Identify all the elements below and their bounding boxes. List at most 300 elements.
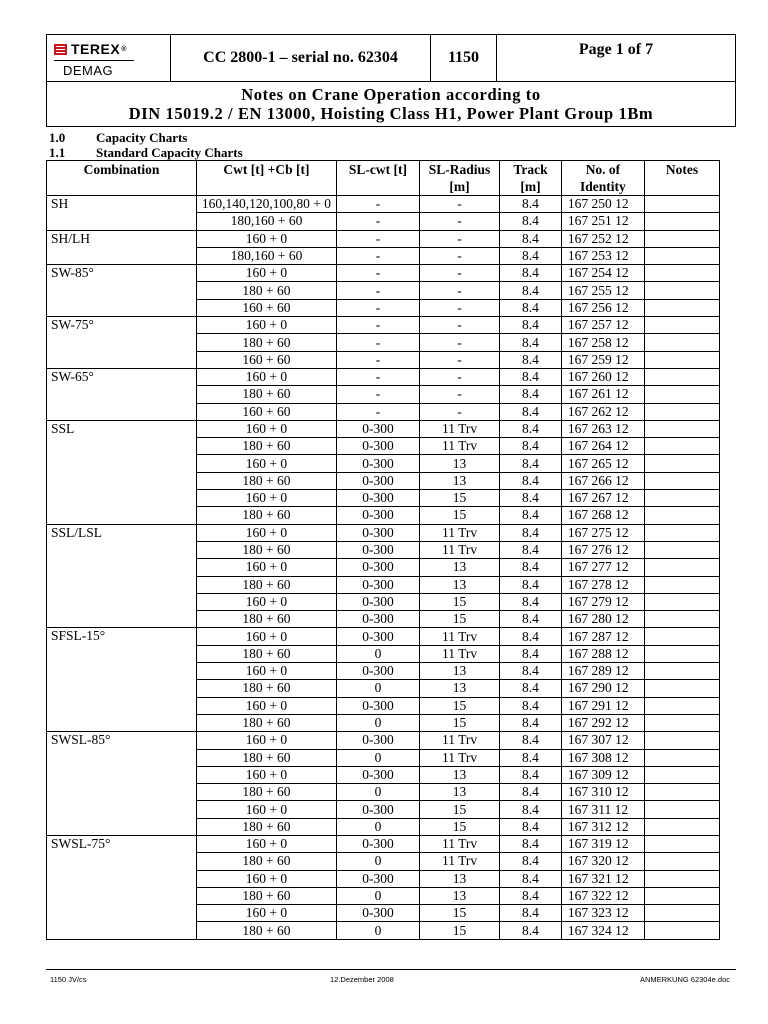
- cwt-cell: 160 + 60: [196, 351, 336, 368]
- sl-radius-cell: 15: [420, 714, 500, 731]
- track-cell: 8.4: [500, 870, 562, 887]
- identity-cell: 167 263 12: [561, 420, 644, 437]
- identity-cell: 167 291 12: [561, 697, 644, 714]
- track-cell: 8.4: [500, 663, 562, 680]
- identity-cell: 167 311 12: [561, 801, 644, 818]
- cwt-cell: 180 + 60: [196, 922, 336, 939]
- notes-cell: [644, 524, 719, 541]
- section-heading: [49, 130, 187, 146]
- sl-cwt-cell: 0-300: [336, 663, 419, 680]
- cwt-cell: 180 + 60: [196, 784, 336, 801]
- cwt-cell: 160 + 0: [196, 870, 336, 887]
- sl-radius-cell: -: [420, 299, 500, 316]
- logo-sub: DEMAG: [63, 63, 114, 78]
- track-cell: 8.4: [500, 905, 562, 922]
- track-cell: 8.4: [500, 213, 562, 230]
- track-cell: 8.4: [500, 247, 562, 264]
- sl-cwt-cell: 0-300: [336, 490, 419, 507]
- notes-cell: [644, 420, 719, 437]
- notes-cell: [644, 472, 719, 489]
- identity-cell: 167 289 12: [561, 663, 644, 680]
- combination-cell: SW-65°: [47, 368, 197, 420]
- identity-cell: 167 262 12: [561, 403, 644, 420]
- track-cell: 8.4: [500, 593, 562, 610]
- track-cell: 8.4: [500, 420, 562, 437]
- sl-cwt-cell: 0: [336, 749, 419, 766]
- sl-radius-cell: -: [420, 213, 500, 230]
- notes-cell: [644, 766, 719, 783]
- sl-cwt-cell: 0-300: [336, 593, 419, 610]
- sl-radius-cell: 11 Trv: [420, 524, 500, 541]
- track-cell: 8.4: [500, 472, 562, 489]
- cwt-cell: 160 + 0: [196, 697, 336, 714]
- notes-cell: [644, 749, 719, 766]
- cwt-cell: 180 + 60: [196, 680, 336, 697]
- track-cell: 8.4: [500, 334, 562, 351]
- table-row: [47, 524, 720, 541]
- notes-cell: [644, 887, 719, 904]
- sl-radius-cell: 15: [420, 490, 500, 507]
- sl-cwt-cell: -: [336, 403, 419, 420]
- cwt-cell: 180 + 60: [196, 282, 336, 299]
- track-cell: 8.4: [500, 766, 562, 783]
- track-cell: 8.4: [500, 403, 562, 420]
- section-title: Capacity Charts: [96, 130, 188, 145]
- notes-cell: [644, 490, 719, 507]
- sl-cwt-cell: 0-300: [336, 472, 419, 489]
- identity-cell: 167 259 12: [561, 351, 644, 368]
- track-cell: 8.4: [500, 386, 562, 403]
- table-row: [47, 732, 720, 749]
- page-indicator: Page 1 of 7: [578, 41, 654, 58]
- sl-radius-cell: 13: [420, 870, 500, 887]
- header-combination: Combination: [47, 161, 197, 196]
- sl-cwt-cell: -: [336, 334, 419, 351]
- cwt-cell: 160 + 0: [196, 420, 336, 437]
- notes-cell: [644, 818, 719, 835]
- header-top-row: [47, 35, 735, 82]
- sl-radius-cell: 11 Trv: [420, 541, 500, 558]
- notes-cell: [644, 334, 719, 351]
- sl-cwt-cell: -: [336, 213, 419, 230]
- identity-cell: 167 308 12: [561, 749, 644, 766]
- identity-cell: 167 279 12: [561, 593, 644, 610]
- company-logo: [47, 35, 171, 81]
- cwt-cell: 160 + 0: [196, 559, 336, 576]
- notes-cell: [644, 368, 719, 385]
- notes-cell: [644, 403, 719, 420]
- sl-radius-cell: -: [420, 282, 500, 299]
- sl-radius-cell: 11 Trv: [420, 749, 500, 766]
- identity-cell: 167 258 12: [561, 334, 644, 351]
- cwt-cell: 160 + 0: [196, 455, 336, 472]
- notes-cell: [644, 317, 719, 334]
- header-identity-label-2: Identity: [580, 179, 626, 194]
- sl-radius-cell: 15: [420, 818, 500, 835]
- header-identity: [561, 161, 644, 196]
- combination-cell: SW-85°: [47, 265, 197, 317]
- identity-cell: 167 257 12: [561, 317, 644, 334]
- notes-cell: [644, 213, 719, 230]
- notes-cell: [644, 438, 719, 455]
- logo-divider: [54, 60, 134, 61]
- notes-cell: [644, 645, 719, 662]
- identity-cell: 167 310 12: [561, 784, 644, 801]
- notes-cell: [644, 386, 719, 403]
- cwt-cell: 180,160 + 60: [196, 213, 336, 230]
- notes-cell: [644, 196, 719, 213]
- cwt-cell: 180 + 60: [196, 749, 336, 766]
- notes-cell: [644, 870, 719, 887]
- notes-cell: [644, 611, 719, 628]
- sl-radius-cell: -: [420, 351, 500, 368]
- track-cell: 8.4: [500, 732, 562, 749]
- table-body: [47, 196, 720, 940]
- header-sl-radius-unit: [m]: [449, 179, 470, 194]
- track-cell: 8.4: [500, 680, 562, 697]
- document-title: [47, 82, 735, 126]
- sl-cwt-cell: -: [336, 282, 419, 299]
- header-sl-radius: [420, 161, 500, 196]
- sl-radius-cell: -: [420, 265, 500, 282]
- table-header-row: [47, 161, 720, 196]
- cwt-cell: 180 + 60: [196, 541, 336, 558]
- identity-cell: 167 278 12: [561, 576, 644, 593]
- document-header: [46, 34, 736, 127]
- cwt-cell: 180 + 60: [196, 611, 336, 628]
- sl-cwt-cell: 0-300: [336, 455, 419, 472]
- header-track-unit: [m]: [520, 179, 541, 194]
- table-row: [47, 265, 720, 282]
- sl-cwt-cell: 0-300: [336, 438, 419, 455]
- sl-radius-cell: 13: [420, 559, 500, 576]
- notes-cell: [644, 282, 719, 299]
- track-cell: 8.4: [500, 490, 562, 507]
- table-row: [47, 317, 720, 334]
- sl-cwt-cell: -: [336, 230, 419, 247]
- sl-cwt-cell: 0-300: [336, 559, 419, 576]
- sl-radius-cell: 13: [420, 472, 500, 489]
- cwt-cell: 180 + 60: [196, 853, 336, 870]
- notes-cell: [644, 628, 719, 645]
- cwt-cell: 160 + 0: [196, 230, 336, 247]
- cwt-cell: 180 + 60: [196, 887, 336, 904]
- identity-cell: 167 321 12: [561, 870, 644, 887]
- sl-radius-cell: 11 Trv: [420, 853, 500, 870]
- section-number: 1.0: [49, 130, 66, 145]
- sl-cwt-cell: 0-300: [336, 611, 419, 628]
- title-line-1: Notes on Crane Operation according to: [241, 85, 541, 104]
- track-cell: 8.4: [500, 784, 562, 801]
- table-row: [47, 628, 720, 645]
- notes-cell: [644, 714, 719, 731]
- identity-cell: 167 322 12: [561, 887, 644, 904]
- sl-radius-cell: -: [420, 247, 500, 264]
- cwt-cell: 160 + 0: [196, 663, 336, 680]
- table-row: [47, 230, 720, 247]
- notes-cell: [644, 351, 719, 368]
- identity-cell: 167 253 12: [561, 247, 644, 264]
- sl-cwt-cell: 0-300: [336, 905, 419, 922]
- sl-radius-cell: -: [420, 403, 500, 420]
- track-cell: 8.4: [500, 628, 562, 645]
- terex-logo: [54, 41, 127, 57]
- footer-divider: [46, 969, 736, 970]
- footer-date: 12.Dezember 2008: [330, 975, 394, 984]
- sl-radius-cell: -: [420, 386, 500, 403]
- sl-cwt-cell: 0-300: [336, 801, 419, 818]
- track-cell: 8.4: [500, 576, 562, 593]
- identity-cell: 167 288 12: [561, 645, 644, 662]
- track-cell: 8.4: [500, 887, 562, 904]
- section-title: Standard Capacity Charts: [96, 145, 243, 160]
- sl-radius-cell: 11 Trv: [420, 645, 500, 662]
- sl-cwt-cell: 0-300: [336, 732, 419, 749]
- identity-cell: 167 323 12: [561, 905, 644, 922]
- title-line-2: DIN 15019.2 / EN 13000, Hoisting Class H1, Power Plant Group 1Bm: [128, 104, 654, 123]
- combination-cell: SWSL-75°: [47, 835, 197, 939]
- identity-cell: 167 292 12: [561, 714, 644, 731]
- notes-cell: [644, 559, 719, 576]
- cwt-cell: 160 + 0: [196, 317, 336, 334]
- identity-cell: 167 276 12: [561, 541, 644, 558]
- track-cell: 8.4: [500, 265, 562, 282]
- track-cell: 8.4: [500, 801, 562, 818]
- track-cell: 8.4: [500, 524, 562, 541]
- cwt-cell: 180 + 60: [196, 386, 336, 403]
- footer-left: 1150 JV/cs: [50, 975, 87, 984]
- sl-radius-cell: 11 Trv: [420, 420, 500, 437]
- table-row: [47, 196, 720, 213]
- combination-cell: SSL/LSL: [47, 524, 197, 628]
- notes-cell: [644, 801, 719, 818]
- track-cell: 8.4: [500, 317, 562, 334]
- track-cell: 8.4: [500, 818, 562, 835]
- crane-model: CC 2800-1 – serial no. 62304: [171, 35, 431, 81]
- sl-radius-cell: 13: [420, 663, 500, 680]
- notes-cell: [644, 732, 719, 749]
- table-row: [47, 420, 720, 437]
- sl-cwt-cell: 0-300: [336, 541, 419, 558]
- cwt-cell: 160 + 60: [196, 299, 336, 316]
- combination-cell: SW-75°: [47, 317, 197, 369]
- cwt-cell: 180 + 60: [196, 818, 336, 835]
- identity-cell: 167 265 12: [561, 455, 644, 472]
- notes-cell: [644, 663, 719, 680]
- sl-cwt-cell: -: [336, 386, 419, 403]
- identity-cell: 167 307 12: [561, 732, 644, 749]
- cwt-cell: 180 + 60: [196, 576, 336, 593]
- identity-cell: 167 266 12: [561, 472, 644, 489]
- sl-cwt-cell: 0-300: [336, 524, 419, 541]
- notes-cell: [644, 835, 719, 852]
- track-cell: 8.4: [500, 835, 562, 852]
- identity-cell: 167 312 12: [561, 818, 644, 835]
- sl-cwt-cell: -: [336, 265, 419, 282]
- sl-cwt-cell: 0-300: [336, 870, 419, 887]
- identity-cell: 167 252 12: [561, 230, 644, 247]
- sl-radius-cell: 13: [420, 576, 500, 593]
- sl-cwt-cell: 0-300: [336, 835, 419, 852]
- capacity-chart-table: [46, 160, 720, 940]
- track-cell: 8.4: [500, 507, 562, 524]
- sl-cwt-cell: 0-300: [336, 420, 419, 437]
- header-track: [500, 161, 562, 196]
- sl-radius-cell: 15: [420, 922, 500, 939]
- sl-cwt-cell: 0: [336, 922, 419, 939]
- cwt-cell: 160 + 0: [196, 835, 336, 852]
- notes-cell: [644, 541, 719, 558]
- cwt-cell: 180 + 60: [196, 472, 336, 489]
- terex-mark-icon: [54, 44, 67, 55]
- track-cell: 8.4: [500, 196, 562, 213]
- notes-cell: [644, 576, 719, 593]
- cwt-cell: 160 + 0: [196, 732, 336, 749]
- cwt-cell: 160 + 0: [196, 628, 336, 645]
- notes-cell: [644, 247, 719, 264]
- cwt-cell: 160 + 0: [196, 801, 336, 818]
- track-cell: 8.4: [500, 282, 562, 299]
- subsection-heading: [49, 145, 243, 161]
- sl-radius-cell: -: [420, 196, 500, 213]
- track-cell: 8.4: [500, 697, 562, 714]
- identity-cell: 167 255 12: [561, 282, 644, 299]
- sl-cwt-cell: -: [336, 299, 419, 316]
- sl-radius-cell: -: [420, 334, 500, 351]
- sl-radius-cell: -: [420, 368, 500, 385]
- sl-radius-cell: 15: [420, 801, 500, 818]
- sl-cwt-cell: 0-300: [336, 507, 419, 524]
- cwt-cell: 160 + 0: [196, 593, 336, 610]
- sl-cwt-cell: -: [336, 196, 419, 213]
- track-cell: 8.4: [500, 714, 562, 731]
- track-cell: 8.4: [500, 438, 562, 455]
- table-row: [47, 835, 720, 852]
- combination-cell: SWSL-85°: [47, 732, 197, 836]
- sl-cwt-cell: 0-300: [336, 697, 419, 714]
- sl-cwt-cell: 0: [336, 784, 419, 801]
- cwt-cell: 160,140,120,100,80 + 0: [196, 196, 336, 213]
- track-cell: 8.4: [500, 368, 562, 385]
- sl-cwt-cell: 0: [336, 853, 419, 870]
- identity-cell: 167 261 12: [561, 386, 644, 403]
- sl-radius-cell: 15: [420, 507, 500, 524]
- identity-cell: 167 280 12: [561, 611, 644, 628]
- identity-cell: 167 260 12: [561, 368, 644, 385]
- header-sl-radius-label: SL-Radius: [428, 162, 491, 177]
- notes-cell: [644, 299, 719, 316]
- identity-cell: 167 250 12: [561, 196, 644, 213]
- header-cwt: Cwt [t] +Cb [t]: [196, 161, 336, 196]
- identity-cell: 167 254 12: [561, 265, 644, 282]
- footer-filename: ANMERKUNG 62304e.doc: [639, 975, 730, 984]
- sl-radius-cell: 11 Trv: [420, 835, 500, 852]
- cwt-cell: 160 + 0: [196, 490, 336, 507]
- sl-cwt-cell: 0-300: [336, 628, 419, 645]
- cwt-cell: 180 + 60: [196, 507, 336, 524]
- identity-cell: 167 290 12: [561, 680, 644, 697]
- combination-cell: SH/LH: [47, 230, 197, 265]
- identity-cell: 167 268 12: [561, 507, 644, 524]
- cwt-cell: 180 + 60: [196, 645, 336, 662]
- cwt-cell: 160 + 0: [196, 766, 336, 783]
- sl-cwt-cell: 0: [336, 645, 419, 662]
- identity-cell: 167 287 12: [561, 628, 644, 645]
- track-cell: 8.4: [500, 230, 562, 247]
- combination-cell: SSL: [47, 420, 197, 524]
- sl-radius-cell: 13: [420, 784, 500, 801]
- header-identity-label-1: No. of: [585, 162, 621, 177]
- identity-cell: 167 267 12: [561, 490, 644, 507]
- identity-cell: 167 320 12: [561, 853, 644, 870]
- sl-cwt-cell: 0-300: [336, 576, 419, 593]
- identity-cell: 167 324 12: [561, 922, 644, 939]
- combination-cell: SH: [47, 196, 197, 231]
- notes-cell: [644, 680, 719, 697]
- sl-radius-cell: 13: [420, 766, 500, 783]
- document-number: 1150: [431, 35, 497, 81]
- identity-cell: 167 319 12: [561, 835, 644, 852]
- sl-cwt-cell: 0: [336, 818, 419, 835]
- notes-cell: [644, 455, 719, 472]
- logo-registered: ®: [121, 45, 127, 53]
- identity-cell: 167 264 12: [561, 438, 644, 455]
- identity-cell: 167 275 12: [561, 524, 644, 541]
- track-cell: 8.4: [500, 749, 562, 766]
- notes-cell: [644, 784, 719, 801]
- sl-cwt-cell: 0: [336, 680, 419, 697]
- track-cell: 8.4: [500, 541, 562, 558]
- cwt-cell: 180 + 60: [196, 438, 336, 455]
- sl-radius-cell: 11 Trv: [420, 732, 500, 749]
- sl-radius-cell: 13: [420, 455, 500, 472]
- sl-radius-cell: 15: [420, 611, 500, 628]
- notes-cell: [644, 853, 719, 870]
- sl-radius-cell: 11 Trv: [420, 438, 500, 455]
- track-cell: 8.4: [500, 853, 562, 870]
- identity-cell: 167 251 12: [561, 213, 644, 230]
- sl-cwt-cell: -: [336, 368, 419, 385]
- cwt-cell: 180,160 + 60: [196, 247, 336, 264]
- notes-cell: [644, 922, 719, 939]
- track-cell: 8.4: [500, 455, 562, 472]
- notes-cell: [644, 507, 719, 524]
- notes-cell: [644, 905, 719, 922]
- cwt-cell: 160 + 0: [196, 368, 336, 385]
- cwt-cell: 180 + 60: [196, 334, 336, 351]
- sl-cwt-cell: -: [336, 351, 419, 368]
- track-cell: 8.4: [500, 922, 562, 939]
- track-cell: 8.4: [500, 645, 562, 662]
- sl-cwt-cell: 0: [336, 714, 419, 731]
- table-row: [47, 368, 720, 385]
- track-cell: 8.4: [500, 351, 562, 368]
- sl-cwt-cell: -: [336, 317, 419, 334]
- header-sl-cwt: SL-cwt [t]: [336, 161, 419, 196]
- combination-cell: SFSL-15°: [47, 628, 197, 732]
- track-cell: 8.4: [500, 611, 562, 628]
- section-number: 1.1: [49, 145, 66, 160]
- sl-radius-cell: 11 Trv: [420, 628, 500, 645]
- logo-brand: TEREX: [71, 41, 121, 57]
- sl-radius-cell: -: [420, 230, 500, 247]
- cwt-cell: 180 + 60: [196, 714, 336, 731]
- track-cell: 8.4: [500, 559, 562, 576]
- cwt-cell: 160 + 0: [196, 905, 336, 922]
- identity-cell: 167 277 12: [561, 559, 644, 576]
- sl-radius-cell: 15: [420, 697, 500, 714]
- sl-cwt-cell: 0-300: [336, 766, 419, 783]
